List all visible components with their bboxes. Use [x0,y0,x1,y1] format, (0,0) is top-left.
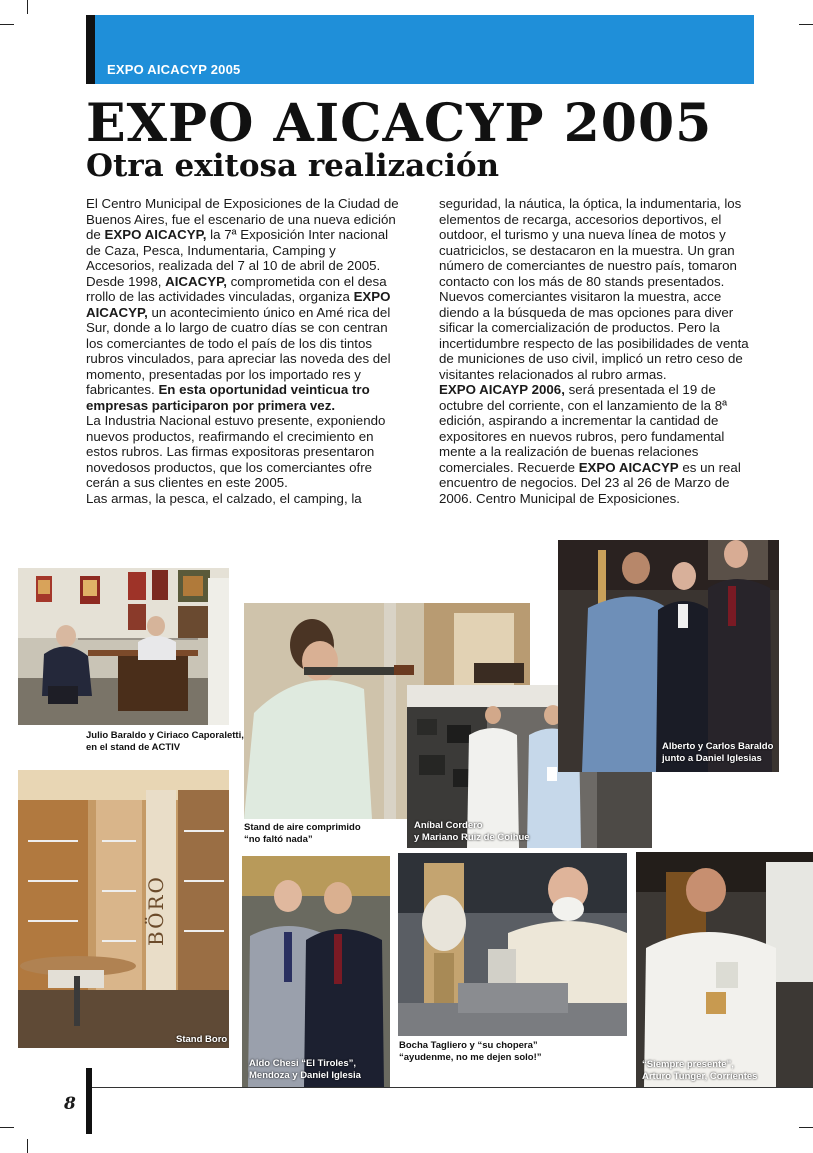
caption-coihue [414,820,530,844]
text-run: Desde 1998, [86,273,166,289]
page-subtitle: Otra exitosa realización [86,148,500,184]
crop-mark [799,1127,813,1128]
caption-line: Stand Boro [176,1034,228,1045]
footer-rule [86,1087,813,1088]
bold-text-run: EXPO AICAYP 2006, [439,382,565,397]
article-paragraph [86,491,399,507]
photo-chopera-image [398,853,627,1036]
photo-baraldo [558,540,779,772]
article-column-left [86,196,399,506]
text-run: La Industria Nacional estuvo presente, exponiendo nuevos productos, reafirmando el crecimiento en estos rubros. Las firmas expositoras presentaron novedosos productos, que los comerciantes ofre cerán a sus clientes en este 2005. [86,413,386,490]
photo-chesi [242,856,390,1087]
article-paragraph [439,196,757,382]
caption-line: Aldo Chesi “El Tiroles”, [249,1058,356,1069]
caption-line: Bocha Tagliero y “su chopera” [399,1040,538,1051]
caption-activ [86,730,244,754]
caption-air-gun [244,822,361,846]
caption-boro [176,1034,227,1046]
boro-sign: BÖRO [144,875,168,946]
caption-line: “ayudenme, no me dejen solo!” [399,1052,542,1063]
bold-text-run: EXPO AICACYP, [86,289,391,320]
article-paragraph [439,382,757,506]
caption-line: Stand de aire comprimido [244,822,361,833]
photo-activ-image [18,568,229,725]
photo-chesi-image [242,856,390,1087]
caption-line: en el stand de ACTIV [86,742,181,753]
bold-text-run: EXPO AICACYP, [104,227,207,242]
photo-chopera [398,853,627,1036]
bold-text-run: AICACYP, [165,273,227,289]
article-paragraph [86,274,399,414]
header-accent-bar [86,15,95,84]
text-run: comprometida con el desa rrollo de las actividades vinculadas, organiza [86,273,387,304]
caption-line: Mendoza y Daniel Iglesia [249,1070,361,1081]
text-run: la 7ª Exposición Inter nacional de Caza, Pesca, Indumentaria, Camping y Accesorios, realizada del 7 al 10 de abril de 2005. [86,227,389,273]
photo-baraldo-image [558,540,779,772]
page-number: 8 [64,1094,76,1114]
crop-mark [0,24,14,25]
text-run: será presentada el 19 de octubre del corriente, con el lanzamiento de la 8ª edición, aspirando a incrementar la cantidad de expositores en nuevos rubros, pero fundamental mente a la realización de buenas relaciones comerciales. Recuerde [439,382,728,475]
footer-accent-bar [86,1068,92,1134]
photo-boro-image [18,770,229,1048]
crop-mark [0,1127,14,1128]
photo-tunger [636,852,813,1087]
photo-tunger-image [636,852,813,1087]
article-paragraph [86,196,399,274]
banner-label: EXPO AICACYP 2005 [107,62,241,77]
caption-chesi [249,1058,361,1082]
article-paragraph [86,413,399,491]
article-column-right [439,196,757,506]
caption-line: Julio Baraldo y Ciriaco Caporaletti, [86,730,244,741]
crop-mark [27,1139,28,1153]
caption-baraldo [662,741,773,765]
caption-tunger [642,1059,757,1083]
bold-text-run: En esta oportunidad veinticua tro empresas participaron por primera vez. [86,382,370,413]
crop-mark [799,24,813,25]
photo-boro-stand [18,770,229,1048]
text-run: Las armas, la pesca, el calzado, el camping, la [86,490,362,506]
text-run: es un real encuentro de negocios. Del 23 al 26 de Marzo de 2006. Centro Municipal de Exposiciones. [439,459,741,506]
page-title: EXPO AICACYP 2005 [86,93,713,154]
caption-line: “no faltó nada” [244,834,313,845]
caption-line: “Siempre presente”, [642,1059,734,1070]
text-run: seguridad, la náutica, la óptica, la indumentaria, los elementos de recarga, accesorios deportivos, el outdoor, el turismo y una nueva línea de motos y cuatriciclos, se destacaron en la muestra. Un gran número de comerciantes de nuestro país, tomaron contacto con los más de 80 stands presentados. Nuevos comerciantes visitaron la muestra, acce diendo a la búsqueda de mas opciones para diver sificar la comercialización de productos. Pero la incertidumbre respecto de las posibilidades de venta de municiones de uso civil, implicó un retro ceso de visitantes relacionados al rubro armas. [439,196,749,382]
text-run: un acontecimiento único en Amé rica del Sur, donde a lo largo de cuatro días se con centran los comerciantes de todo el país de los dis tintos rubros vinculados, para apreciar las noveda des del momento, presentadas por los importado res y fabricantes. [86,304,391,397]
caption-line: Arturo Tunger, Corrientes [642,1071,758,1082]
caption-line: y Mariano Ruiz de Coihue [414,832,530,843]
bold-text-run: EXPO AICACYP [578,459,679,475]
text-run: El Centro Municipal de Exposiciones de la Ciudad de Buenos Aires, fue el escenario de una nueva edición de [86,196,399,242]
photo-activ-stand [18,568,229,725]
caption-line: Aníbal Cordero [414,820,483,831]
caption-chopera [399,1040,542,1064]
caption-line: junto a Daniel Iglesias [662,753,762,764]
crop-mark [27,0,28,14]
caption-line: Alberto y Carlos Baraldo [662,741,774,752]
